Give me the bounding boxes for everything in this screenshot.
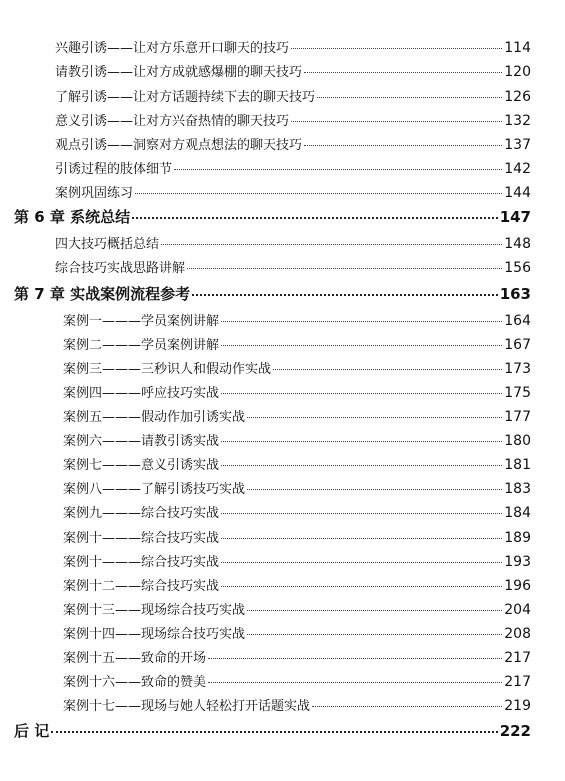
toc-entry <box>55 134 531 153</box>
toc-entry-page: 177 <box>504 409 531 425</box>
dot-leader <box>221 345 502 346</box>
toc-entry-page: 132 <box>504 113 531 129</box>
toc-entry <box>63 430 531 449</box>
toc-entry-title: 案例二———学员案例讲解 <box>63 338 220 353</box>
toc-entry <box>63 623 531 642</box>
toc-entry-page: 148 <box>504 236 531 252</box>
toc-entry-page: 144 <box>504 185 531 201</box>
toc-entry-page: 120 <box>504 64 531 80</box>
toc-entry <box>63 502 531 521</box>
toc-entry-title: 案例巩固练习 <box>55 186 134 201</box>
toc-entry <box>55 110 531 129</box>
toc-chapter-page: 222 <box>499 722 531 740</box>
toc-entry-title: 引诱过程的肢体细节 <box>55 162 173 177</box>
dot-leader <box>221 586 502 587</box>
dot-leader <box>221 441 502 442</box>
toc-entry <box>63 575 531 594</box>
toc-entry-title: 请教引诱——让对方成就感爆棚的聊天技巧 <box>55 65 303 80</box>
dot-leader <box>247 634 502 635</box>
toc-entry-title: 四大技巧概括总结 <box>55 237 160 252</box>
toc-entry-page: 173 <box>504 361 531 377</box>
toc-entry <box>63 406 531 425</box>
toc-chapter <box>14 206 531 227</box>
dot-leader <box>221 562 502 563</box>
toc-entry-title: 案例八———了解引诱技巧实战 <box>63 482 246 497</box>
toc-entry <box>63 671 531 690</box>
toc-entry-title: 案例七———意义引诱实战 <box>63 458 220 473</box>
dot-leader <box>221 393 502 394</box>
toc-entry <box>55 37 531 56</box>
dot-leader <box>174 169 502 170</box>
toc-chapter <box>14 720 531 741</box>
toc-entry-page: 114 <box>504 40 531 56</box>
toc-entry-title: 案例十二——综合技巧实战 <box>63 579 220 594</box>
dot-leader <box>273 369 502 370</box>
toc-entry-title: 案例十七——现场与她人轻松打开话题实战 <box>63 699 311 714</box>
dot-leader <box>317 97 502 98</box>
toc-entry-title: 案例九———综合技巧实战 <box>63 506 220 521</box>
toc-chapter-page: 147 <box>499 208 531 226</box>
toc-entry <box>63 358 531 377</box>
dot-leader <box>135 193 502 194</box>
dot-leader <box>221 321 502 322</box>
toc-entry-page: 137 <box>504 137 531 153</box>
toc-entry-title: 案例十———综合技巧实战 <box>63 555 220 570</box>
toc-entry-page: 184 <box>504 505 531 521</box>
toc-entry-title: 观点引诱——洞察对方观点想法的聊天技巧 <box>55 138 303 153</box>
dot-leader <box>291 121 502 122</box>
dot-leader <box>187 268 502 269</box>
dot-leader <box>132 217 498 219</box>
dot-leader <box>161 244 502 245</box>
toc-entry-page: 142 <box>504 161 531 177</box>
toc-entry <box>63 551 531 570</box>
toc-entry-page: 219 <box>504 698 531 714</box>
toc-entry <box>63 647 531 666</box>
toc-entry-page: 126 <box>504 89 531 105</box>
toc-entry-title: 案例六———请教引诱实战 <box>63 434 220 449</box>
dot-leader <box>208 658 502 659</box>
toc-entry-page: 183 <box>504 481 531 497</box>
toc-chapter-title: 后 记 <box>14 722 50 740</box>
toc-entry-title: 案例十三——现场综合技巧实战 <box>63 603 246 618</box>
dot-leader <box>312 706 502 707</box>
toc-entry-title: 案例十六——致命的赞美 <box>63 675 207 690</box>
toc-entry-title: 兴趣引诱——让对方乐意开口聊天的技巧 <box>55 41 290 56</box>
toc-entry <box>63 599 531 618</box>
toc-entry-title: 综合技巧实战思路讲解 <box>55 261 186 276</box>
dot-leader <box>51 731 497 733</box>
dot-leader <box>247 489 502 490</box>
toc-entry <box>55 86 531 105</box>
toc-entry <box>63 527 531 546</box>
toc-entry-page: 193 <box>504 554 531 570</box>
toc-entry-page: 217 <box>504 674 531 690</box>
toc-entry <box>63 454 531 473</box>
toc-entry-page: 156 <box>504 260 531 276</box>
toc-chapter-title: 第 6 章 系统总结 <box>14 208 131 226</box>
toc-entry <box>55 61 531 80</box>
toc-entry <box>55 233 531 252</box>
dot-leader <box>221 513 502 514</box>
dot-leader <box>247 417 502 418</box>
toc-entry-page: 196 <box>504 578 531 594</box>
toc-entry <box>63 478 531 497</box>
toc-chapter-page: 163 <box>499 285 531 303</box>
toc-entry-page: 164 <box>504 313 531 329</box>
dot-leader <box>304 72 502 73</box>
toc-entry-title: 案例三———三秒识人和假动作实战 <box>63 362 272 377</box>
toc-entry <box>63 310 531 329</box>
toc-entry <box>63 382 531 401</box>
toc-entry-page: 189 <box>504 530 531 546</box>
dot-leader <box>192 294 498 296</box>
toc-entry <box>55 182 531 201</box>
dot-leader <box>247 610 502 611</box>
toc-entry-page: 180 <box>504 433 531 449</box>
toc-chapter <box>14 283 531 304</box>
toc-chapter-title: 第 7 章 实战案例流程参考 <box>14 285 191 303</box>
dot-leader <box>304 145 502 146</box>
toc-entry-title: 案例十五——致命的开场 <box>63 651 207 666</box>
toc-entry-page: 204 <box>504 602 531 618</box>
dot-leader <box>208 682 502 683</box>
dot-leader <box>221 465 502 466</box>
toc-entry <box>63 695 531 714</box>
dot-leader <box>291 48 502 49</box>
toc-entry-title: 案例一———学员案例讲解 <box>63 314 220 329</box>
toc-entry-page: 217 <box>504 650 531 666</box>
toc-entry-title: 案例十四——现场综合技巧实战 <box>63 627 246 642</box>
toc-entry <box>55 257 531 276</box>
toc-entry-title: 案例五———假动作加引诱实战 <box>63 410 246 425</box>
toc-entry-page: 181 <box>504 457 531 473</box>
toc-entry-title: 案例四———呼应技巧实战 <box>63 386 220 401</box>
toc-entry-page: 167 <box>504 337 531 353</box>
toc-entry-page: 175 <box>504 385 531 401</box>
toc-entry-page: 208 <box>504 626 531 642</box>
toc-entry <box>55 158 531 177</box>
dot-leader <box>221 538 502 539</box>
toc-entry-title: 案例十———综合技巧实战 <box>63 531 220 546</box>
toc-entry <box>63 334 531 353</box>
toc-entry-title: 了解引诱——让对方话题持续下去的聊天技巧 <box>55 90 316 105</box>
toc-entry-title: 意义引诱——让对方兴奋热情的聊天技巧 <box>55 114 290 129</box>
